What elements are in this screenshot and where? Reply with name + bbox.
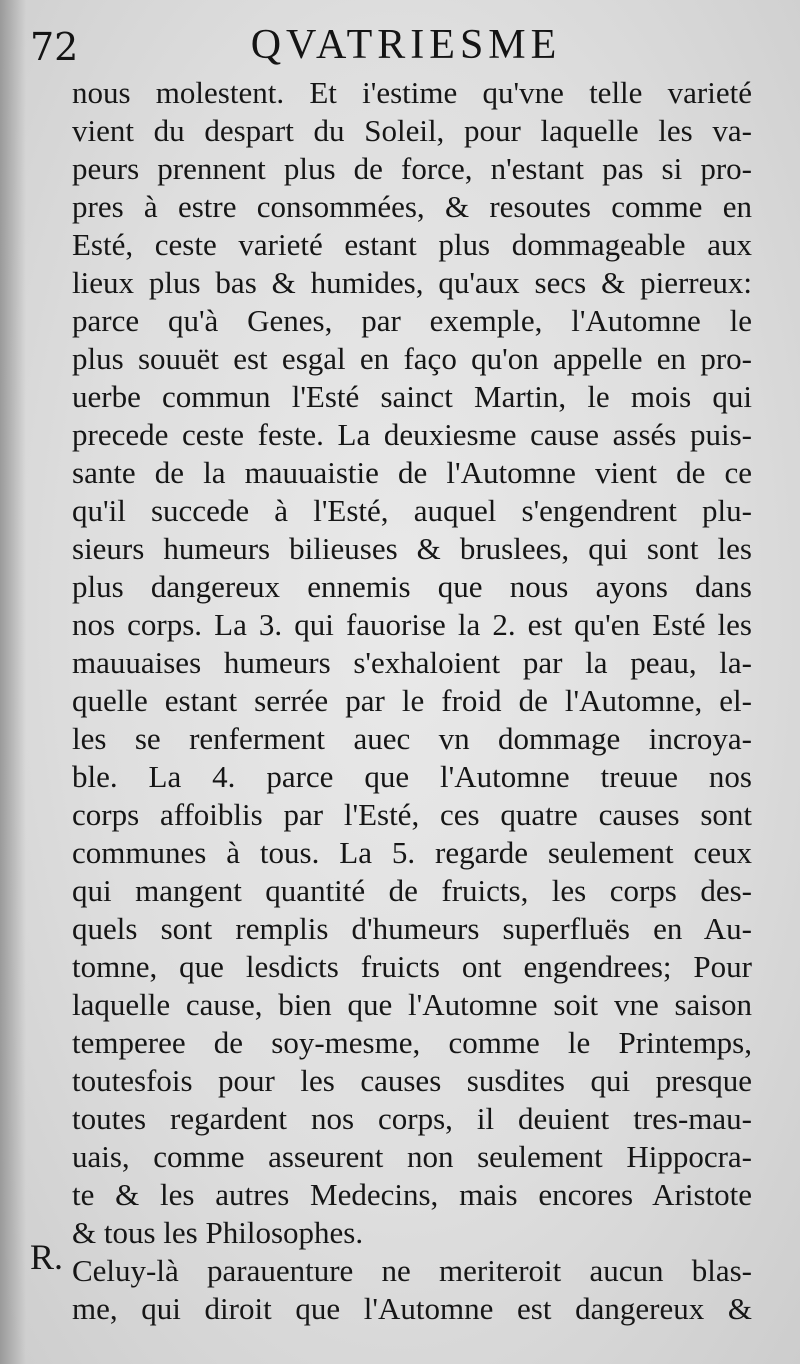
- running-head: QVATRIESME: [250, 22, 562, 68]
- text-line: uais, comme asseurent non seulement Hippocra-: [72, 1139, 752, 1174]
- text-line: me, qui diroit que l'Automne est dangereux &: [72, 1291, 752, 1326]
- text-line: plus dangereux ennemis que nous ayons dans: [72, 569, 752, 604]
- speaker-mark: R.: [30, 1237, 64, 1277]
- text-line: mauuaises humeurs s'exhaloient par la peau, la-: [72, 645, 752, 680]
- text-line: precede ceste feste. La deuxiesme cause assés puis-: [72, 417, 752, 452]
- text-line: te & les autres Medecins, mais encores Aristote: [72, 1177, 752, 1212]
- text-line: les se renferment auec vn dommage incroya-: [72, 721, 752, 756]
- text-line: laquelle cause, bien que l'Automne soit vne saison: [72, 987, 752, 1022]
- text-line: Celuy-là parauenture ne meriteroit aucun blas-: [72, 1253, 752, 1288]
- text-line: lieux plus bas & humides, qu'aux secs & pierreux:: [72, 265, 752, 300]
- text-line: peurs prennent plus de force, n'estant pas si pro-: [72, 151, 752, 186]
- text-line: ble. La 4. parce que l'Automne treuue nos: [72, 759, 752, 794]
- text-line: tomne, que lesdicts fruicts ont engendrees; Pour: [72, 949, 752, 984]
- text-line: Esté, ceste varieté estant plus dommageable aux: [72, 227, 752, 262]
- text-line: nos corps. La 3. qui fauorise la 2. est qu'en Esté les: [72, 607, 752, 642]
- text-line: sieurs humeurs bilieuses & bruslees, qui sont les: [72, 531, 752, 566]
- text-line: nous molestent. Et i'estime qu'vne telle varieté: [72, 75, 752, 110]
- text-line: quels sont remplis d'humeurs superfluës en Au-: [72, 911, 752, 946]
- text-line: communes à tous. La 5. regarde seulement ceux: [72, 835, 752, 870]
- text-line: toutesfois pour les causes susdites qui presque: [72, 1063, 752, 1098]
- text-line: quelle estant serrée par le froid de l'Automne, el-: [72, 683, 752, 718]
- text-line: corps affoiblis par l'Esté, ces quatre causes sont: [72, 797, 752, 832]
- text-line: sante de la mauuaistie de l'Automne vient de ce: [72, 455, 752, 490]
- text-line: pres à estre consommées, & resoutes comme en: [72, 189, 752, 224]
- text-line: vient du despart du Soleil, pour laquelle les va-: [72, 113, 752, 148]
- text-line: temperee de soy-mesme, comme le Printemps,: [72, 1025, 752, 1060]
- text-line: & tous les Philosophes.: [72, 1215, 364, 1250]
- text-line: plus souuët est esgal en faço qu'on appelle en pro-: [72, 341, 752, 376]
- page-number: 72: [30, 25, 79, 69]
- text-line: toutes regardent nos corps, il deuient tres-mau-: [72, 1101, 752, 1136]
- text-line: qu'il succede à l'Esté, auquel s'engendrent plu-: [72, 493, 752, 528]
- text-line: parce qu'à Genes, par exemple, l'Automne le: [72, 303, 752, 338]
- text-line: uerbe commun l'Esté sainct Martin, le mois qui: [72, 379, 752, 414]
- text-line: qui mangent quantité de fruicts, les corps des-: [72, 873, 752, 908]
